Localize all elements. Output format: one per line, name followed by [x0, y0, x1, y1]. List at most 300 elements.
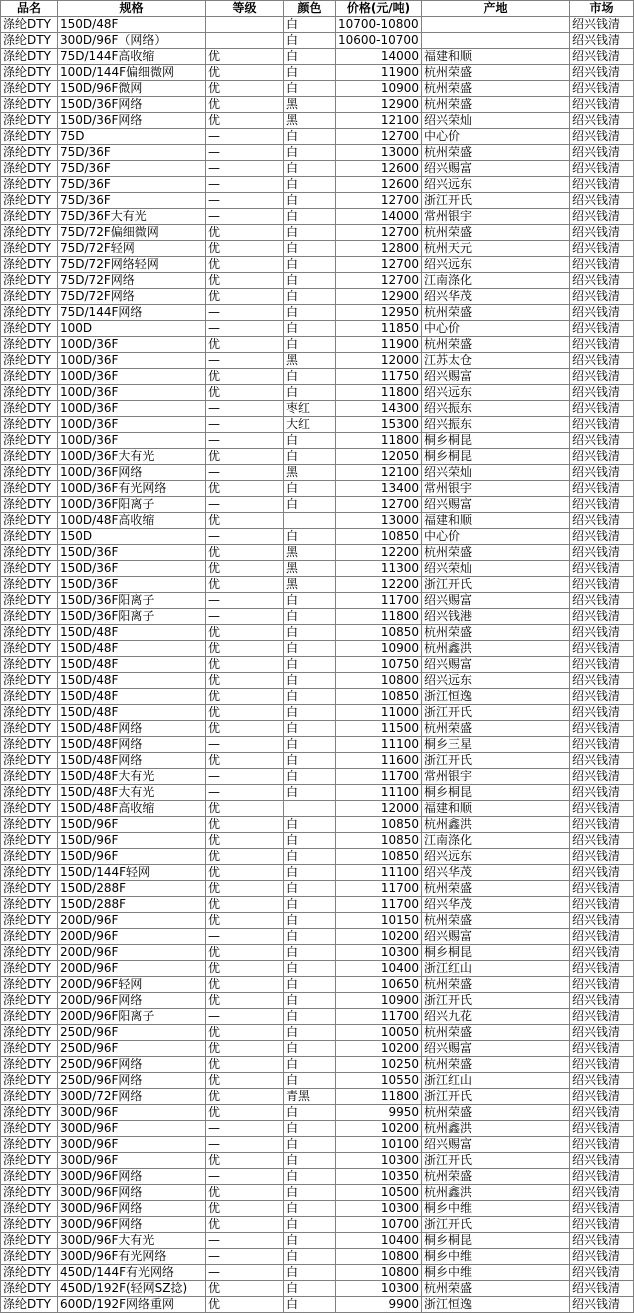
cell-price: 12100 — [336, 465, 422, 481]
cell-product: 涤纶DTY — [1, 1121, 58, 1137]
cell-spec: 150D — [58, 529, 206, 545]
cell-product: 涤纶DTY — [1, 465, 58, 481]
cell-market: 绍兴钱清 — [570, 657, 634, 673]
table-row — [1, 465, 634, 481]
table-row — [1, 49, 634, 65]
cell-grade: — — [206, 161, 284, 177]
cell-origin: 绍兴赐富 — [422, 929, 570, 945]
cell-price: 11700 — [336, 881, 422, 897]
cell-market: 绍兴钱清 — [570, 1281, 634, 1297]
cell-price: 11700 — [336, 897, 422, 913]
cell-spec: 300D/96F（网络） — [58, 33, 206, 49]
table-row — [1, 721, 634, 737]
cell-grade: 优 — [206, 753, 284, 769]
cell-origin: 常州银宇 — [422, 481, 570, 497]
cell-market: 绍兴钱清 — [570, 833, 634, 849]
cell-product: 涤纶DTY — [1, 257, 58, 273]
table-row — [1, 1121, 634, 1137]
cell-grade: 优 — [206, 1217, 284, 1233]
cell-origin: 杭州荣盛 — [422, 913, 570, 929]
cell-grade: 优 — [206, 1281, 284, 1297]
cell-product: 涤纶DTY — [1, 161, 58, 177]
cell-market: 绍兴钱清 — [570, 1185, 634, 1201]
cell-product: 涤纶DTY — [1, 577, 58, 593]
cell-origin: 浙江红山 — [422, 1073, 570, 1089]
cell-color: 白 — [284, 1249, 336, 1265]
table-row — [1, 81, 634, 97]
cell-grade: — — [206, 769, 284, 785]
cell-market: 绍兴钱清 — [570, 321, 634, 337]
cell-spec: 75D — [58, 129, 206, 145]
cell-origin: 杭州荣盛 — [422, 977, 570, 993]
cell-price: 10900 — [336, 993, 422, 1009]
cell-product: 涤纶DTY — [1, 993, 58, 1009]
cell-grade: 优 — [206, 225, 284, 241]
cell-product: 涤纶DTY — [1, 785, 58, 801]
header-market: 市场 — [570, 1, 634, 17]
cell-spec: 100D/36F — [58, 433, 206, 449]
cell-color: 大红 — [284, 417, 336, 433]
cell-color: 白 — [284, 673, 336, 689]
table-row — [1, 481, 634, 497]
cell-spec: 75D/36F — [58, 177, 206, 193]
table-row — [1, 433, 634, 449]
cell-product: 涤纶DTY — [1, 1041, 58, 1057]
cell-product: 涤纶DTY — [1, 961, 58, 977]
cell-spec: 100D/144F偏细微网 — [58, 65, 206, 81]
cell-price: 12800 — [336, 241, 422, 257]
cell-product: 涤纶DTY — [1, 705, 58, 721]
cell-price: 12600 — [336, 161, 422, 177]
cell-price: 12000 — [336, 801, 422, 817]
cell-color: 白 — [284, 849, 336, 865]
cell-price: 10300 — [336, 1281, 422, 1297]
cell-market: 绍兴钱清 — [570, 369, 634, 385]
cell-grade: 优 — [206, 289, 284, 305]
cell-spec: 300D/96F — [58, 1121, 206, 1137]
cell-color: 白 — [284, 1025, 336, 1041]
cell-price: 12700 — [336, 129, 422, 145]
table-row — [1, 913, 634, 929]
cell-color: 白 — [284, 705, 336, 721]
cell-price: 11800 — [336, 1089, 422, 1105]
cell-color: 白 — [284, 321, 336, 337]
cell-spec: 300D/96F网络 — [58, 1201, 206, 1217]
cell-grade: 优 — [206, 865, 284, 881]
cell-product: 涤纶DTY — [1, 177, 58, 193]
cell-spec: 150D/48F — [58, 673, 206, 689]
cell-product: 涤纶DTY — [1, 1025, 58, 1041]
cell-spec: 75D/36F大有光 — [58, 209, 206, 225]
cell-market: 绍兴钱清 — [570, 257, 634, 273]
cell-origin: 杭州荣盛 — [422, 1169, 570, 1185]
table-row — [1, 1041, 634, 1057]
cell-color: 白 — [284, 1073, 336, 1089]
cell-spec: 100D/36F — [58, 369, 206, 385]
cell-spec: 75D/144F网络 — [58, 305, 206, 321]
cell-origin: 浙江开氏 — [422, 577, 570, 593]
cell-product: 涤纶DTY — [1, 593, 58, 609]
cell-market: 绍兴钱清 — [570, 1137, 634, 1153]
cell-grade: 优 — [206, 993, 284, 1009]
cell-market: 绍兴钱清 — [570, 193, 634, 209]
cell-spec: 100D/36F有光网络 — [58, 481, 206, 497]
cell-spec: 250D/96F — [58, 1041, 206, 1057]
cell-spec: 300D/96F有光网络 — [58, 1249, 206, 1265]
cell-spec: 300D/96F网络 — [58, 1217, 206, 1233]
cell-market: 绍兴钱清 — [570, 705, 634, 721]
table-row — [1, 1009, 634, 1025]
table-row — [1, 97, 634, 113]
cell-market: 绍兴钱清 — [570, 497, 634, 513]
cell-spec: 150D/48F网络 — [58, 753, 206, 769]
cell-market: 绍兴钱清 — [570, 465, 634, 481]
cell-color: 白 — [284, 945, 336, 961]
table-row — [1, 209, 634, 225]
cell-grade: 优 — [206, 1025, 284, 1041]
cell-market: 绍兴钱清 — [570, 1041, 634, 1057]
cell-price: 10300 — [336, 1153, 422, 1169]
table-row — [1, 993, 634, 1009]
cell-market: 绍兴钱清 — [570, 289, 634, 305]
cell-price: 12100 — [336, 113, 422, 129]
cell-product: 涤纶DTY — [1, 417, 58, 433]
cell-color: 白 — [284, 721, 336, 737]
cell-color: 白 — [284, 1121, 336, 1137]
table-row — [1, 945, 634, 961]
cell-spec: 150D/48F — [58, 641, 206, 657]
cell-color: 黑 — [284, 465, 336, 481]
cell-grade: — — [206, 401, 284, 417]
cell-price: 11800 — [336, 609, 422, 625]
cell-spec: 200D/96F — [58, 913, 206, 929]
cell-grade: 优 — [206, 257, 284, 273]
cell-origin: 杭州荣盛 — [422, 625, 570, 641]
cell-product: 涤纶DTY — [1, 769, 58, 785]
cell-product: 涤纶DTY — [1, 1089, 58, 1105]
cell-price: 10750 — [336, 657, 422, 673]
cell-spec: 250D/96F网络 — [58, 1057, 206, 1073]
cell-price: 10850 — [336, 625, 422, 641]
table-row — [1, 1217, 634, 1233]
cell-grade: 优 — [206, 657, 284, 673]
cell-product: 涤纶DTY — [1, 1009, 58, 1025]
table-row — [1, 257, 634, 273]
cell-spec: 75D/36F — [58, 161, 206, 177]
cell-color: 白 — [284, 977, 336, 993]
cell-origin: 桐乡桐昆 — [422, 945, 570, 961]
cell-origin: 浙江红山 — [422, 961, 570, 977]
table-row — [1, 753, 634, 769]
cell-price: 10800 — [336, 673, 422, 689]
cell-grade: — — [206, 177, 284, 193]
cell-color: 白 — [284, 33, 336, 49]
cell-price: 11700 — [336, 593, 422, 609]
cell-spec: 150D/48F — [58, 17, 206, 33]
cell-market: 绍兴钱清 — [570, 1057, 634, 1073]
cell-grade: — — [206, 593, 284, 609]
cell-grade: 优 — [206, 561, 284, 577]
table-row — [1, 321, 634, 337]
cell-price: 10250 — [336, 1057, 422, 1073]
cell-origin: 中心价 — [422, 129, 570, 145]
cell-color: 白 — [284, 1201, 336, 1217]
cell-color: 白 — [284, 193, 336, 209]
cell-grade: 优 — [206, 337, 284, 353]
cell-price: 15300 — [336, 417, 422, 433]
cell-market: 绍兴钱清 — [570, 849, 634, 865]
cell-market: 绍兴钱清 — [570, 1233, 634, 1249]
cell-price: 10850 — [336, 529, 422, 545]
cell-price: 11850 — [336, 321, 422, 337]
cell-market: 绍兴钱清 — [570, 929, 634, 945]
cell-grade: 优 — [206, 689, 284, 705]
cell-color: 白 — [284, 481, 336, 497]
cell-price: 10200 — [336, 929, 422, 945]
cell-price: 11800 — [336, 433, 422, 449]
cell-product: 涤纶DTY — [1, 273, 58, 289]
cell-color: 白 — [284, 449, 336, 465]
cell-product: 涤纶DTY — [1, 497, 58, 513]
cell-product: 涤纶DTY — [1, 673, 58, 689]
cell-price: 12900 — [336, 97, 422, 113]
cell-color: 白 — [284, 257, 336, 273]
cell-grade: 优 — [206, 881, 284, 897]
table-row — [1, 529, 634, 545]
cell-color: 白 — [284, 145, 336, 161]
cell-origin: 中心价 — [422, 529, 570, 545]
cell-color: 白 — [284, 689, 336, 705]
cell-origin: 江南涤化 — [422, 273, 570, 289]
cell-color: 白 — [284, 609, 336, 625]
cell-spec: 200D/96F网络 — [58, 993, 206, 1009]
cell-product: 涤纶DTY — [1, 289, 58, 305]
table-row — [1, 961, 634, 977]
cell-origin: 绍兴荣灿 — [422, 113, 570, 129]
cell-origin: 杭州荣盛 — [422, 721, 570, 737]
cell-product: 涤纶DTY — [1, 225, 58, 241]
cell-color: 白 — [284, 289, 336, 305]
cell-grade: 优 — [206, 1057, 284, 1073]
cell-market: 绍兴钱清 — [570, 209, 634, 225]
cell-price: 10600-10700 — [336, 33, 422, 49]
cell-price: 10850 — [336, 849, 422, 865]
cell-spec: 300D/96F — [58, 1105, 206, 1121]
cell-spec: 300D/96F网络 — [58, 1169, 206, 1185]
table-row — [1, 1201, 634, 1217]
cell-product: 涤纶DTY — [1, 321, 58, 337]
cell-origin: 绍兴赐富 — [422, 593, 570, 609]
cell-product: 涤纶DTY — [1, 529, 58, 545]
table-row — [1, 369, 634, 385]
table-row — [1, 577, 634, 593]
cell-spec: 75D/72F轻网 — [58, 241, 206, 257]
cell-spec: 100D/36F — [58, 417, 206, 433]
cell-market: 绍兴钱清 — [570, 785, 634, 801]
cell-price: 13000 — [336, 145, 422, 161]
cell-origin: 杭州荣盛 — [422, 881, 570, 897]
cell-spec: 300D/96F — [58, 1137, 206, 1153]
cell-grade: 优 — [206, 81, 284, 97]
cell-market: 绍兴钱清 — [570, 49, 634, 65]
cell-origin: 绍兴赐富 — [422, 161, 570, 177]
cell-color: 枣红 — [284, 401, 336, 417]
cell-grade: 优 — [206, 241, 284, 257]
cell-market: 绍兴钱清 — [570, 689, 634, 705]
cell-color: 白 — [284, 737, 336, 753]
cell-spec: 150D/288F — [58, 897, 206, 913]
table-row — [1, 849, 634, 865]
table-row — [1, 225, 634, 241]
table-row — [1, 705, 634, 721]
cell-grade: 优 — [206, 721, 284, 737]
cell-market: 绍兴钱清 — [570, 1073, 634, 1089]
cell-grade: — — [206, 737, 284, 753]
table-row — [1, 513, 634, 529]
cell-market: 绍兴钱清 — [570, 561, 634, 577]
table-row — [1, 113, 634, 129]
cell-product: 涤纶DTY — [1, 625, 58, 641]
cell-spec: 100D/36F — [58, 353, 206, 369]
cell-spec: 100D/36F — [58, 385, 206, 401]
cell-origin: 桐乡桐昆 — [422, 785, 570, 801]
table-row — [1, 1169, 634, 1185]
cell-grade: 优 — [206, 513, 284, 529]
cell-price: 14300 — [336, 401, 422, 417]
cell-product: 涤纶DTY — [1, 65, 58, 81]
cell-color — [284, 801, 336, 817]
cell-origin: 杭州荣盛 — [422, 65, 570, 81]
cell-price: 10100 — [336, 1137, 422, 1153]
cell-product: 涤纶DTY — [1, 385, 58, 401]
cell-product: 涤纶DTY — [1, 481, 58, 497]
cell-origin: 绍兴华茂 — [422, 865, 570, 881]
cell-grade: 优 — [206, 481, 284, 497]
cell-grade: 优 — [206, 449, 284, 465]
cell-grade: — — [206, 1249, 284, 1265]
cell-product: 涤纶DTY — [1, 113, 58, 129]
cell-price: 10850 — [336, 817, 422, 833]
cell-product: 涤纶DTY — [1, 449, 58, 465]
cell-origin: 杭州荣盛 — [422, 1281, 570, 1297]
cell-origin: 福建和顺 — [422, 801, 570, 817]
cell-spec: 150D/36F — [58, 545, 206, 561]
cell-origin: 杭州荣盛 — [422, 545, 570, 561]
cell-market: 绍兴钱清 — [570, 993, 634, 1009]
cell-product: 涤纶DTY — [1, 433, 58, 449]
cell-grade: — — [206, 497, 284, 513]
cell-grade: — — [206, 1009, 284, 1025]
table-row — [1, 833, 634, 849]
cell-spec: 150D/96F — [58, 849, 206, 865]
cell-origin: 常州银宇 — [422, 769, 570, 785]
cell-origin: 桐乡中维 — [422, 1201, 570, 1217]
cell-color: 白 — [284, 1009, 336, 1025]
cell-price: 12200 — [336, 577, 422, 593]
cell-grade: — — [206, 609, 284, 625]
header-product: 品名 — [1, 1, 58, 17]
table-row — [1, 1265, 634, 1281]
cell-spec: 150D/36F阳离子 — [58, 593, 206, 609]
cell-market: 绍兴钱清 — [570, 673, 634, 689]
cell-origin: 杭州荣盛 — [422, 1025, 570, 1041]
cell-origin: 杭州天元 — [422, 241, 570, 257]
cell-grade: — — [206, 209, 284, 225]
cell-spec: 150D/48F网络 — [58, 721, 206, 737]
cell-market: 绍兴钱清 — [570, 33, 634, 49]
cell-price: 14000 — [336, 49, 422, 65]
cell-price: 10700 — [336, 1217, 422, 1233]
cell-grade: 优 — [206, 1297, 284, 1313]
cell-grade: — — [206, 321, 284, 337]
cell-product: 涤纶DTY — [1, 657, 58, 673]
cell-spec: 75D/72F网络 — [58, 273, 206, 289]
cell-grade: 优 — [206, 1073, 284, 1089]
cell-product: 涤纶DTY — [1, 1137, 58, 1153]
cell-market: 绍兴钱清 — [570, 1105, 634, 1121]
cell-grade: — — [206, 129, 284, 145]
cell-product: 涤纶DTY — [1, 1201, 58, 1217]
table-row — [1, 737, 634, 753]
cell-product: 涤纶DTY — [1, 801, 58, 817]
header-grade: 等级 — [206, 1, 284, 17]
cell-product: 涤纶DTY — [1, 401, 58, 417]
table-row — [1, 145, 634, 161]
cell-product: 涤纶DTY — [1, 129, 58, 145]
cell-grade: 优 — [206, 49, 284, 65]
cell-product: 涤纶DTY — [1, 913, 58, 929]
cell-origin: 杭州荣盛 — [422, 1105, 570, 1121]
cell-price: 12700 — [336, 257, 422, 273]
cell-market: 绍兴钱清 — [570, 609, 634, 625]
cell-price: 13000 — [336, 513, 422, 529]
cell-price: 11800 — [336, 385, 422, 401]
cell-price: 11100 — [336, 785, 422, 801]
table-row — [1, 1025, 634, 1041]
cell-price: 10900 — [336, 641, 422, 657]
table-row — [1, 897, 634, 913]
cell-origin: 杭州荣盛 — [422, 225, 570, 241]
cell-grade — [206, 17, 284, 33]
cell-color: 白 — [284, 1297, 336, 1313]
cell-color: 白 — [284, 529, 336, 545]
cell-origin: 绍兴远东 — [422, 177, 570, 193]
cell-origin: 杭州荣盛 — [422, 81, 570, 97]
cell-product: 涤纶DTY — [1, 369, 58, 385]
cell-spec: 75D/144F高收缩 — [58, 49, 206, 65]
cell-spec: 75D/72F网络轻网 — [58, 257, 206, 273]
cell-product: 涤纶DTY — [1, 241, 58, 257]
cell-spec: 100D/36F — [58, 337, 206, 353]
cell-color: 白 — [284, 881, 336, 897]
cell-product: 涤纶DTY — [1, 1281, 58, 1297]
cell-market: 绍兴钱清 — [570, 977, 634, 993]
table-row — [1, 785, 634, 801]
cell-grade: — — [206, 417, 284, 433]
cell-spec: 75D/72F偏细微网 — [58, 225, 206, 241]
cell-market: 绍兴钱清 — [570, 81, 634, 97]
cell-color: 白 — [284, 1169, 336, 1185]
cell-origin: 桐乡桐昆 — [422, 433, 570, 449]
cell-origin: 绍兴荣灿 — [422, 561, 570, 577]
table-row — [1, 497, 634, 513]
cell-color: 白 — [284, 625, 336, 641]
table-row — [1, 65, 634, 81]
cell-color: 白 — [284, 273, 336, 289]
cell-origin: 杭州荣盛 — [422, 337, 570, 353]
cell-origin: 杭州鑫洪 — [422, 1185, 570, 1201]
cell-color: 白 — [284, 1105, 336, 1121]
